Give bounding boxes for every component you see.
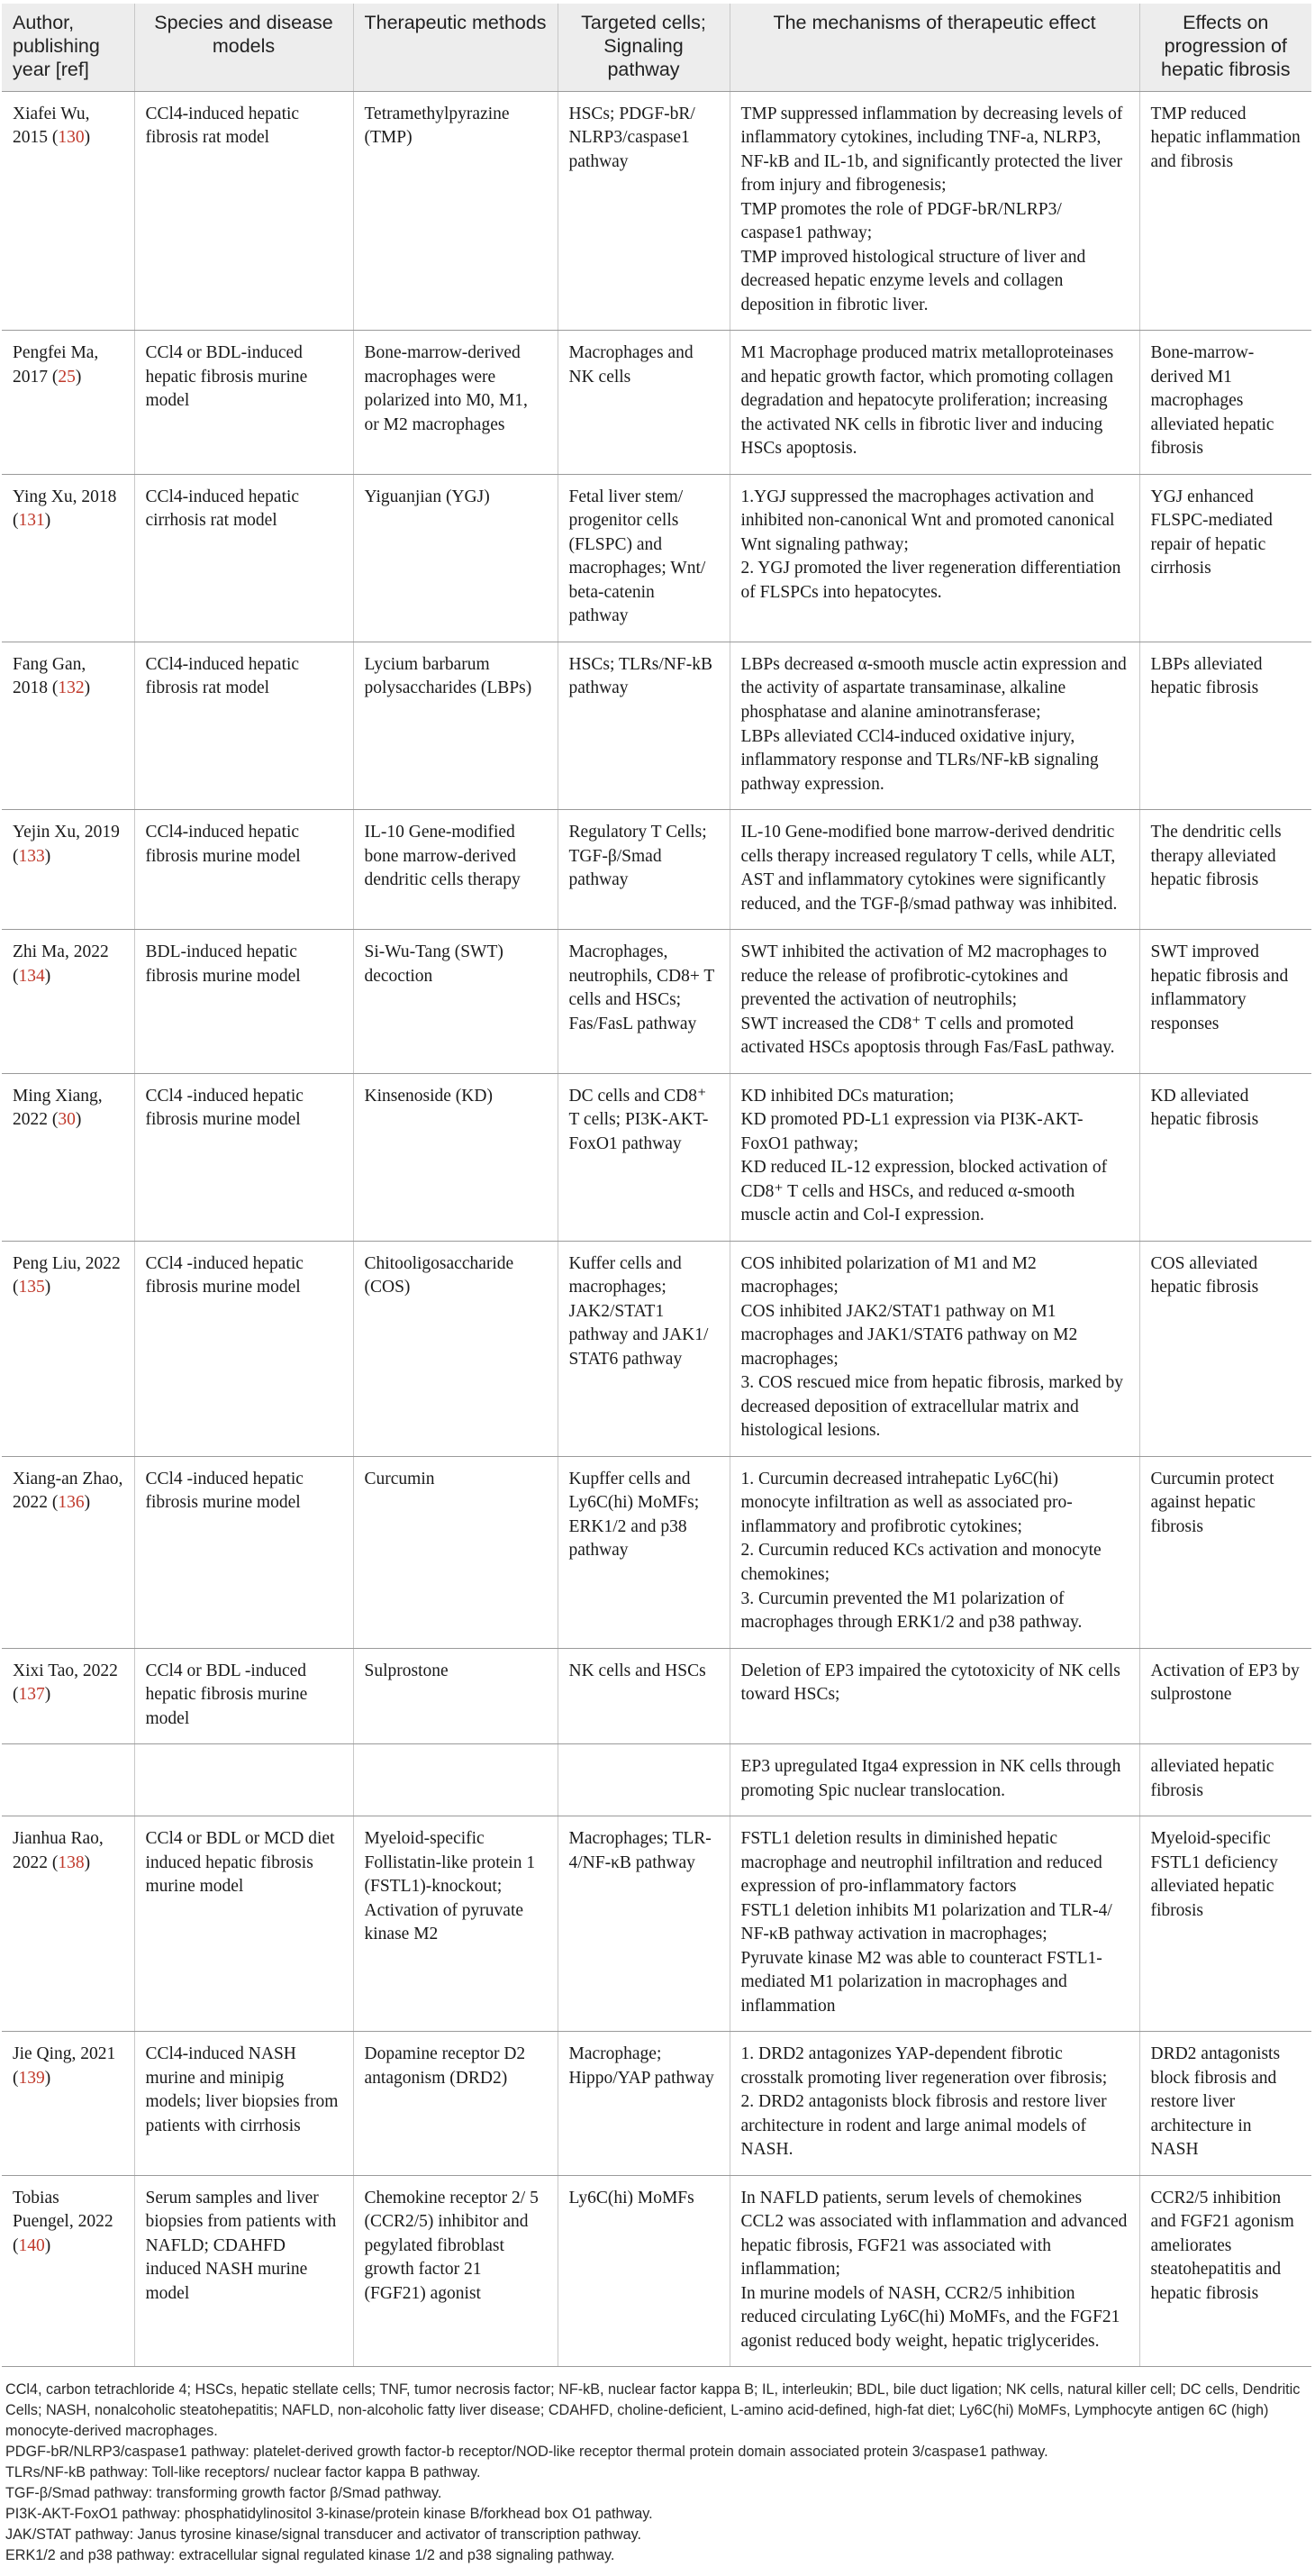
table-row xyxy=(2,91,1311,331)
cell-mechanism xyxy=(730,1073,1139,1241)
mechanism-line: SWT inhibited the activation of M2 macrophages to reduce the release of profibrotic-cytokines and prevented the activation of neutrophils; xyxy=(740,942,1107,1010)
header-mechanisms: The mechanisms of therapeutic effect xyxy=(730,4,1139,91)
cell-effect: CCR2/5 inhibition and FGF21 agonism ameliorates steatohepatitis and hepatic fibrosis xyxy=(1139,2175,1311,2367)
mechanism-line: KD promoted PD-L1 expression via PI3K-AKT-FoxO1 pathway; xyxy=(740,1110,1084,1153)
table-row xyxy=(2,810,1311,930)
cell-mechanism xyxy=(730,2175,1139,2367)
mechanism-line: FSTL1 deletion inhibits M1 polarization and TLR-4/ NF-κB pathway activation in macrophages; xyxy=(740,1900,1112,1944)
table-header-row xyxy=(2,4,1311,91)
footnote-line: JAK/STAT pathway: Janus tyrosine kinase/signal transducer and activator of transcription pathway. xyxy=(5,2526,642,2544)
header-effects: Effects on progression of hepatic fibrosis xyxy=(1139,4,1311,91)
author-year: Ming Xiang, 2022 xyxy=(13,1086,103,1130)
author-year: Ying Xu, 2018 xyxy=(13,487,117,506)
table-row xyxy=(2,1816,1311,2032)
cell-targeted-cells: NK cells and HSCs xyxy=(558,1648,730,1744)
cell-therapeutic-method: Tetramethylpyrazine (TMP) xyxy=(353,91,558,331)
cell-effect: LBPs alleviated hepatic fibrosis xyxy=(1139,642,1311,809)
cell-effect: alleviated hepatic fibrosis xyxy=(1139,1744,1311,1816)
table-row xyxy=(2,1456,1311,1648)
reference-link[interactable]: 30 xyxy=(58,1110,76,1130)
mechanism-line: Deletion of EP3 impaired the cytotoxicity of NK cells toward HSCs; xyxy=(740,1661,1120,1705)
reference-link[interactable]: 138 xyxy=(58,1852,85,1872)
author-year: Xiafei Wu, 2015 xyxy=(13,104,90,148)
cell-mechanism xyxy=(730,1648,1139,1744)
cell-effect: TMP reduced hepatic inflammation and fibrosis xyxy=(1139,91,1311,331)
cell-effect: KD alleviated hepatic fibrosis xyxy=(1139,1073,1311,1241)
cell-therapeutic-method: Bone-marrow-derived macrophages were polarized into M0, M1, or M2 macrophages xyxy=(353,331,558,475)
cell-mechanism xyxy=(730,474,1139,642)
cell-author: Xiafei Wu, 2015 (130) xyxy=(2,91,134,331)
footnote-line: TLRs/NF-kB pathway: Toll-like receptors/ nuclear factor kappa B pathway. xyxy=(5,2464,481,2481)
cell-mechanism xyxy=(730,2032,1139,2176)
mechanism-line: 1.YGJ suppressed the macrophages activation and inhibited non-canonical Wnt and promoted canonical Wnt signaling pathway; xyxy=(740,487,1115,554)
cell-effect: YGJ enhanced FLSPC-mediated repair of hepatic cirrhosis xyxy=(1139,474,1311,642)
author-year: Zhi Ma, 2022 xyxy=(13,942,109,962)
table-body xyxy=(2,91,1311,2367)
cell-author: Fang Gan, 2018 (132) xyxy=(2,642,134,809)
cell-species-model: CCl4 -induced hepatic fibrosis murine model xyxy=(134,1456,353,1648)
cell-targeted-cells: Macrophages, neutrophils, CD8+ T cells and HSCs; Fas/FasL pathway xyxy=(558,930,730,1074)
header-targeted-cells: Targeted cells; Signaling pathway xyxy=(558,4,730,91)
footnote-line: PI3K-AKT-FoxO1 pathway: phosphatidylinositol 3-kinase/protein kinase B/forkhead box O1 pathway. xyxy=(5,2506,653,2523)
cell-species-model xyxy=(134,1744,353,1816)
table-row xyxy=(2,1241,1311,1456)
mechanism-line: COS inhibited JAK2/STAT1 pathway on M1 macrophages and JAK1/STAT6 pathway on M2 macrophages; xyxy=(740,1301,1078,1369)
cell-therapeutic-method: Yiguanjian (YGJ) xyxy=(353,474,558,642)
cell-mechanism xyxy=(730,331,1139,475)
mechanism-line: SWT increased the CD8⁺ T cells and promoted activated HSCs apoptosis through Fas/FasL pathway. xyxy=(740,1014,1115,1058)
cell-targeted-cells: Ly6C(hi) MoMFs xyxy=(558,2175,730,2367)
mechanism-line: IL-10 Gene-modified bone marrow-derived dendritic cells therapy increased regulatory T cells, while ALT, AST and inflammatory cytokines were significantly reduced, and the TGF-β/smad pathway was inhibited. xyxy=(740,823,1118,914)
mechanism-line: FSTL1 deletion results in diminished hepatic macrophage and neutrophil infiltration and reduced expression of pro-inflammatory factors xyxy=(740,1829,1102,1897)
cell-mechanism xyxy=(730,642,1139,809)
reference-link[interactable]: 137 xyxy=(18,1685,45,1705)
mechanism-line: KD inhibited DCs maturation; xyxy=(740,1086,955,1106)
cell-species-model: CCl4-induced hepatic fibrosis rat model xyxy=(134,91,353,331)
cell-author: Peng Liu, 2022 (135) xyxy=(2,1241,134,1456)
mechanism-line: COS inhibited polarization of M1 and M2 macrophages; xyxy=(740,1253,1037,1297)
cell-author: Xixi Tao, 2022 (137) xyxy=(2,1648,134,1744)
mechanism-line: 2. DRD2 antagonists block fibrosis and restore liver architecture in rodent and large animal models of NASH. xyxy=(740,2092,1107,2160)
table-row xyxy=(2,331,1311,475)
cell-author: Jianhua Rao, 2022 (138) xyxy=(2,1816,134,2032)
mechanism-line: Pyruvate kinase M2 was able to counteract FSTL1-mediated M1 polarization in macrophages and inflammation xyxy=(740,1948,1102,2016)
cell-therapeutic-method: IL-10 Gene-modified bone marrow-derived dendritic cells therapy xyxy=(353,810,558,930)
cell-therapeutic-method: Sulprostone xyxy=(353,1648,558,1744)
cell-effect: Curcumin protect against hepatic fibrosis xyxy=(1139,1456,1311,1648)
reference-link[interactable]: 136 xyxy=(58,1493,85,1513)
cell-species-model: CCl4-induced NASH murine and minipig models; liver biopsies from patients with cirrhosis xyxy=(134,2032,353,2176)
header-therapeutic-methods: Therapeutic methods xyxy=(353,4,558,91)
footnote-line: TGF-β/Smad pathway: transforming growth factor β/Smad pathway. xyxy=(5,2485,442,2502)
cell-therapeutic-method: Lycium barbarum polysaccharides (LBPs) xyxy=(353,642,558,809)
mechanism-line: M1 Macrophage produced matrix metalloproteinases and hepatic growth factor, which promoting collagen degradation and hepatocyte proliferation; increasing the activated NK cells in fibrotic liver and inducing HSCs apoptosis. xyxy=(740,343,1114,459)
author-year: Peng Liu, 2022 xyxy=(13,1253,121,1273)
reference-link[interactable]: 139 xyxy=(18,2068,45,2088)
cell-species-model: CCl4 -induced hepatic fibrosis murine model xyxy=(134,1241,353,1456)
mechanism-line: 3. Curcumin prevented the M1 polarization of macrophages through ERK1/2 and p38 pathway. xyxy=(740,1588,1083,1633)
reference-link[interactable]: 25 xyxy=(58,367,76,387)
footnote-line: PDGF-bR/NLRP3/caspase1 pathway: platelet-derived growth factor-b receptor/NOD-like receptor thermal protein domain associated protein 3/caspase1 pathway. xyxy=(5,2444,1048,2461)
cell-mechanism xyxy=(730,930,1139,1074)
author-year: Jianhua Rao, 2022 xyxy=(13,1829,104,1872)
mechanism-line: LBPs alleviated CCl4-induced oxidative injury, inflammatory response and TLRs/NF-kB signaling pathway expression. xyxy=(740,726,1099,794)
mechanism-line: TMP improved histological structure of liver and decreased hepatic enzyme levels and collagen deposition in fibrotic liver. xyxy=(740,247,1086,314)
footnote-line: CCl4, carbon tetrachloride 4; HSCs, hepatic stellate cells; TNF, tumor necrosis factor; NF-kB, nuclear factor kappa B; IL, interleukin; BDL, bile duct ligation; NK cells, natural killer cell; DC cells, Dendritic Cells; NASH, nonalcoholic steatohepatitis; NAFLD, non-alcoholic fatty liver disease; CDAHFD, choline-deficient, L-amino acid-defined, high-fat diet; Ly6C(hi) MoMFs, Lymphocyte antigen 6C (high) monocyte-derived macrophages. xyxy=(5,2381,1301,2440)
header-author: Author, publishing year [ref] xyxy=(2,4,134,91)
cell-therapeutic-method: Kinsenoside (KD) xyxy=(353,1073,558,1241)
cell-author: Zhi Ma, 2022 (134) xyxy=(2,930,134,1074)
table-footnotes xyxy=(2,2367,1311,2566)
author-year: Pengfei Ma, 2017 xyxy=(13,343,99,387)
mechanism-line: TMP promotes the role of PDGF-bR/NLRP3/ caspase1 pathway; xyxy=(740,199,1062,243)
cell-effect: Bone-marrow-derived M1 macrophages alleviated hepatic fibrosis xyxy=(1139,331,1311,475)
cell-therapeutic-method xyxy=(353,1744,558,1816)
mechanism-line: KD reduced IL-12 expression, blocked activation of CD8⁺ T cells and HSCs, and reduced α-smooth muscle actin and Col-I expression. xyxy=(740,1158,1108,1225)
cell-effect: SWT improved hepatic fibrosis and inflammatory responses xyxy=(1139,930,1311,1074)
header-species-models: Species and disease models xyxy=(134,4,353,91)
cell-author: Pengfei Ma, 2017 (25) xyxy=(2,331,134,475)
cell-targeted-cells: Macrophage; Hippo/YAP pathway xyxy=(558,2032,730,2176)
mechanism-line: TMP suppressed inflammation by decreasing levels of inflammatory cytokines, including TNF-a, NLRP3, NF-kB and IL-1b, and significantly protected the liver from injury and fibrogenesis; xyxy=(740,104,1123,196)
cell-effect: Myeloid-specific FSTL1 deficiency alleviated hepatic fibrosis xyxy=(1139,1816,1311,2032)
cell-effect: DRD2 antagonists block fibrosis and restore liver architecture in NASH xyxy=(1139,2032,1311,2176)
cell-mechanism xyxy=(730,1816,1139,2032)
cell-effect: COS alleviated hepatic fibrosis xyxy=(1139,1241,1311,1456)
cell-species-model: CCl4 or BDL -induced hepatic fibrosis murine model xyxy=(134,1648,353,1744)
cell-targeted-cells: HSCs; PDGF-bR/ NLRP3/caspase1 pathway xyxy=(558,91,730,331)
mechanism-line: 2. Curcumin reduced KCs activation and monocyte chemokines; xyxy=(740,1541,1102,1584)
mechanism-line: 3. COS rescued mice from hepatic fibrosis, marked by decreased deposition of extracellular matrix and histological lesions. xyxy=(740,1373,1124,1441)
cell-species-model: CCl4 or BDL or MCD diet induced hepatic fibrosis murine model xyxy=(134,1816,353,2032)
cell-targeted-cells: HSCs; TLRs/NF-kB pathway xyxy=(558,642,730,809)
mechanism-line: 1. DRD2 antagonizes YAP-dependent fibrotic crosstalk promoting liver regeneration over fibrosis; xyxy=(740,2044,1108,2088)
reference-link[interactable]: 130 xyxy=(58,128,85,148)
mechanism-line: 1. Curcumin decreased intrahepatic Ly6C(hi) monocyte infiltration as well as associated pro-inflammatory and profibrotic cytokines; xyxy=(740,1469,1073,1536)
author-year: Jie Qing, 2021 xyxy=(13,2044,116,2064)
cell-targeted-cells: DC cells and CD8⁺ T cells; PI3K-AKT-FoxO1 pathway xyxy=(558,1073,730,1241)
cell-mechanism xyxy=(730,810,1139,930)
table-row xyxy=(2,930,1311,1074)
footnote-line: ERK1/2 and p38 pathway: extracellular signal regulated kinase 1/2 and p38 signaling pathway. xyxy=(5,2547,615,2564)
table-row xyxy=(2,474,1311,642)
table-row xyxy=(2,1073,1311,1241)
author-year: Yejin Xu, 2019 xyxy=(13,823,120,842)
cell-author: Tobias Puengel, 2022 (140) xyxy=(2,2175,134,2367)
reference-link[interactable]: 132 xyxy=(58,678,85,698)
author-year: Fang Gan, 2018 xyxy=(13,654,86,698)
cell-therapeutic-method: Chitooligosaccharide (COS) xyxy=(353,1241,558,1456)
author-year: Xixi Tao, 2022 xyxy=(13,1661,118,1680)
cell-therapeutic-method: Si-Wu-Tang (SWT) decoction xyxy=(353,930,558,1074)
cell-targeted-cells xyxy=(558,1744,730,1816)
mechanism-line: In NAFLD patients, serum levels of chemokines CCL2 was associated with inflammation and advanced hepatic fibrosis, FGF21 was associated with inflammation; xyxy=(740,2188,1128,2280)
table-row xyxy=(2,1744,1311,1816)
table-row xyxy=(2,2032,1311,2176)
cell-author: Ying Xu, 2018 (131) xyxy=(2,474,134,642)
cell-targeted-cells: Macrophages; TLR-4/NF-κB pathway xyxy=(558,1816,730,2032)
mechanism-line: In murine models of NASH, CCR2/5 inhibition reduced circulating Ly6C(hi) MoMFs, and the FGF21 agonist reduced body weight, hepatic triglycerides. xyxy=(740,2283,1120,2351)
cell-mechanism xyxy=(730,1744,1139,1816)
cell-effect: The dendritic cells therapy alleviated hepatic fibrosis xyxy=(1139,810,1311,930)
cell-species-model: BDL-induced hepatic fibrosis murine model xyxy=(134,930,353,1074)
cell-targeted-cells: Regulatory T Cells; TGF-β/Smad pathway xyxy=(558,810,730,930)
cell-targeted-cells: Fetal liver stem/ progenitor cells (FLSPC) and macrophages; Wnt/ beta-catenin pathway xyxy=(558,474,730,642)
cell-species-model: CCl4-induced hepatic fibrosis murine model xyxy=(134,810,353,930)
reference-link[interactable]: 131 xyxy=(18,511,45,531)
table-row xyxy=(2,2175,1311,2367)
cell-author: Jie Qing, 2021 (139) xyxy=(2,2032,134,2176)
reference-link[interactable]: 134 xyxy=(18,966,45,986)
cell-author: Yejin Xu, 2019 (133) xyxy=(2,810,134,930)
cell-author: Xiang-an Zhao, 2022 (136) xyxy=(2,1456,134,1648)
cell-author xyxy=(2,1744,134,1816)
cell-therapeutic-method: Curcumin xyxy=(353,1456,558,1648)
cell-therapeutic-method: Chemokine receptor 2/ 5 (CCR2/5) inhibitor and pegylated fibroblast growth factor 21 (FGF21) agonist xyxy=(353,2175,558,2367)
mechanism-line: EP3 upregulated Itga4 expression in NK cells through promoting Spic nuclear translocation. xyxy=(740,1757,1121,1800)
cell-species-model: CCl4-induced hepatic fibrosis rat model xyxy=(134,642,353,809)
cell-species-model: CCl4-induced hepatic cirrhosis rat model xyxy=(134,474,353,642)
cell-targeted-cells: Macrophages and NK cells xyxy=(558,331,730,475)
cell-species-model: CCl4 -induced hepatic fibrosis murine model xyxy=(134,1073,353,1241)
reference-link[interactable]: 135 xyxy=(18,1278,45,1297)
cell-targeted-cells: Kupffer cells and Ly6C(hi) MoMFs; ERK1/2 and p38 pathway xyxy=(558,1456,730,1648)
author-year: Tobias Puengel, 2022 xyxy=(13,2188,113,2232)
table-row xyxy=(2,1648,1311,1744)
cell-targeted-cells: Kuffer cells and macrophages; JAK2/STAT1 pathway and JAK1/ STAT6 pathway xyxy=(558,1241,730,1456)
cell-effect: Activation of EP3 by sulprostone xyxy=(1139,1648,1311,1744)
reference-link[interactable]: 133 xyxy=(18,846,45,866)
cell-species-model: CCl4 or BDL-induced hepatic fibrosis murine model xyxy=(134,331,353,475)
table-row xyxy=(2,642,1311,809)
cell-therapeutic-method: Myeloid-specific Follistatin-like protein 1 (FSTL1)-knockout; Activation of pyruvate kinase M2 xyxy=(353,1816,558,2032)
cell-species-model: Serum samples and liver biopsies from patients with NAFLD; CDAHFD induced NASH murine model xyxy=(134,2175,353,2367)
reference-link[interactable]: 140 xyxy=(18,2235,45,2255)
cell-author: Ming Xiang, 2022 (30) xyxy=(2,1073,134,1241)
mechanism-line: 2. YGJ promoted the liver regeneration differentiation of FLSPCs into hepatocytes. xyxy=(740,559,1121,602)
cell-mechanism xyxy=(730,91,1139,331)
cell-mechanism xyxy=(730,1456,1139,1648)
cell-mechanism xyxy=(730,1241,1139,1456)
cell-therapeutic-method: Dopamine receptor D2 antagonism (DRD2) xyxy=(353,2032,558,2176)
mechanism-line: LBPs decreased α-smooth muscle actin expression and the activity of aspartate transaminase, alkaline phosphatase and alanine aminotransferase; xyxy=(740,654,1127,722)
therapy-table xyxy=(2,4,1311,2367)
author-year: Xiang-an Zhao, 2022 xyxy=(13,1469,123,1513)
